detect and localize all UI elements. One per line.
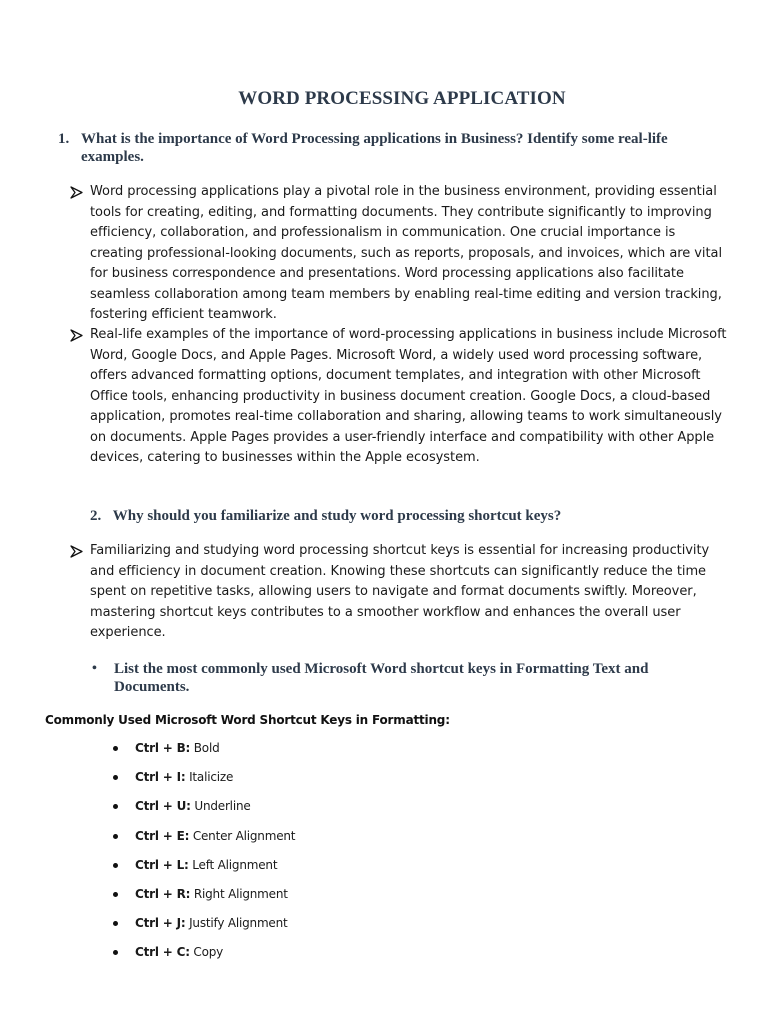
- question-3-bullet: •: [92, 661, 97, 676]
- shortcut-description: Justify Alignment: [189, 916, 288, 931]
- answer-paragraph-2: [70, 325, 730, 469]
- question-1-text: What is the importance of Word Processing applications in Business? Identify some real-life examples.: [81, 131, 668, 165]
- question-2-heading: [90, 507, 690, 525]
- shortcut-description: Bold: [193, 741, 220, 755]
- question-2-text: Why should you familiarize and study word processing shortcut keys?: [112, 508, 562, 524]
- bullet-dot-icon: [113, 834, 118, 839]
- question-3-heading: [92, 660, 692, 696]
- shortcut-keys: Ctrl + L:: [135, 857, 189, 872]
- bullet-dot-icon: [113, 775, 118, 780]
- shortcut-description: Underline: [194, 799, 251, 814]
- shortcut-description: Italicize: [189, 770, 234, 785]
- shortcut-keys: Ctrl + B:: [135, 741, 191, 755]
- bullet-dot-icon: [113, 804, 118, 809]
- shortcut-keys: Ctrl + J:: [135, 916, 186, 931]
- answer-paragraph-3-text: Familiarizing and studying word processing shortcut keys is essential for increasing productivity and efficiency in document creation. Knowing these shortcuts can significantly reduce the time spent on repetitive tasks, allowing users to navigate and format documents swiftly. Moreover, mastering shortcut keys contributes to a smoother workflow and enhances the overall user experience.: [90, 543, 710, 640]
- answer-paragraph-1-text: Word processing applications play a pivotal role in the business environment, providing essential tools for creating, editing, and formatting documents. They contribute significantly to improving efficiency, collaboration, and professionalism in communication. One crucial importance is creating professional-looking documents, such as reports, proposals, and invoices, which are vital for business correspondence and presentations. Word processing applications also facilitate seamless collaboration among team members by enabling real-time editing and version tracking, fostering efficient teamwork.: [90, 184, 722, 322]
- bullet-dot-icon: [113, 921, 118, 926]
- shortcut-keys: Ctrl + E:: [135, 828, 190, 843]
- shortcut-keys: Ctrl + I:: [135, 770, 186, 785]
- question-2-number: 2.: [90, 508, 102, 524]
- arrow-bullet-icon: [70, 325, 84, 345]
- shortcut-keys: Ctrl + U:: [135, 799, 191, 814]
- shortcut-description: Right Alignment: [193, 886, 288, 901]
- bullet-dot-icon: [113, 746, 118, 751]
- answer-paragraph-3: [70, 541, 730, 644]
- answer-paragraph-1: [70, 182, 730, 326]
- answer-paragraph-2-text: Real-life examples of the importance of word-processing applications in business include Microsoft Word, Google Docs, and Apple Pages. Microsoft Word, a widely used word processing software, offers advanced formatting options, document templates, and integration with other Microsoft Office tools, enhancing productivity in business document creation. Google Docs, a cloud-based application, promotes real-time collaboration and sharing, allowing teams to work simultaneously on documents. Apple Pages provides a user-friendly interface and compatibility with other Apple devices, catering to businesses within the Apple ecosystem.: [90, 327, 727, 465]
- bullet-dot-icon: [113, 950, 118, 955]
- question-1-heading: [58, 130, 718, 166]
- question-1-number: 1.: [58, 131, 70, 147]
- shortcut-keys: Ctrl + R:: [135, 886, 191, 901]
- arrow-bullet-icon: [70, 541, 84, 561]
- shortcut-keys: Ctrl + C:: [135, 945, 190, 960]
- page-title: WORD PROCESSING APPLICATION: [238, 88, 566, 109]
- shortcuts-heading: Commonly Used Microsoft Word Shortcut Keys in Formatting:: [45, 713, 450, 727]
- shortcut-description: Left Alignment: [192, 857, 278, 872]
- bullet-dot-icon: [113, 892, 118, 897]
- arrow-bullet-icon: [70, 182, 84, 202]
- shortcut-description: Center Alignment: [192, 828, 296, 843]
- question-3-text: List the most commonly used Microsoft Word shortcut keys in Formatting Text and Documents.: [114, 661, 649, 695]
- shortcut-description: Copy: [193, 945, 224, 960]
- bullet-dot-icon: [113, 863, 118, 868]
